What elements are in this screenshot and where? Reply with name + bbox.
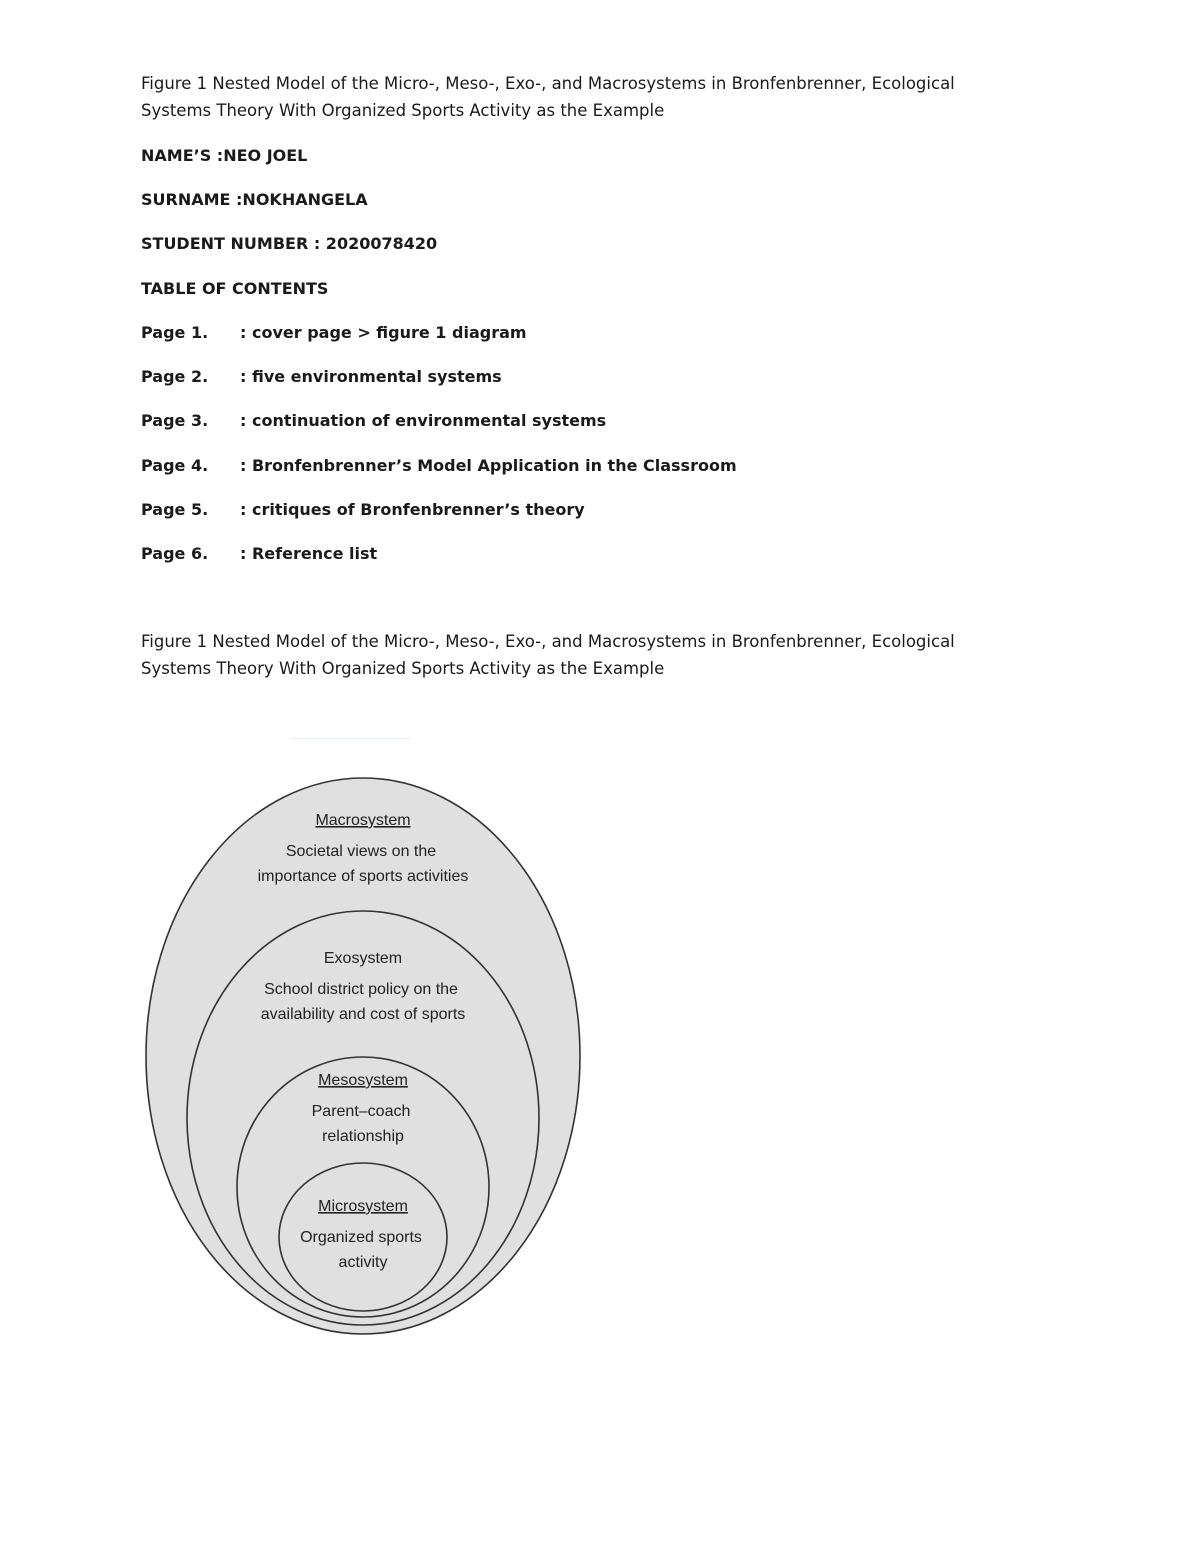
microsystem-title: Microsystem xyxy=(318,1198,408,1215)
caption-line-1: Figure 1 Nested Model of the Micro-, Meso-, Exo-, and Macrosystems in Bronfenbrenner, Ecological xyxy=(141,74,955,93)
microsystem-text-2: activity xyxy=(338,1254,388,1271)
macrosystem-title: Macrosystem xyxy=(315,812,411,829)
student-number: STUDENT NUMBER : 2020078420 xyxy=(141,234,438,253)
toc-description: : critiques of Bronfenbrenner’s theory xyxy=(240,500,585,519)
caption-line-2: Systems Theory With Organized Sports Activity as the Example xyxy=(141,659,665,678)
exosystem-text-2: availability and cost of sports xyxy=(260,1006,466,1023)
caption-line-1: Figure 1 Nested Model of the Micro-, Meso-, Exo-, and Macrosystems in Bronfenbrenner, Ecological xyxy=(141,632,955,651)
caption-line-2: Systems Theory With Organized Sports Activity as the Example xyxy=(141,101,665,120)
toc-description: : five environmental systems xyxy=(240,367,502,386)
toc-page-label: Page 3. xyxy=(141,411,209,430)
toc-page-label: Page 5. xyxy=(141,500,209,519)
toc-description: : Bronfenbrenner’s Model Application in the Classroom xyxy=(240,456,737,475)
toc-page-label: Page 2. xyxy=(141,367,209,386)
mesosystem-title: Mesosystem xyxy=(318,1072,408,1089)
student-surname: SURNAME :NOKHANGELA xyxy=(141,190,368,209)
microsystem-text-1: Organized sports xyxy=(300,1229,422,1246)
toc-heading: TABLE OF CONTENTS xyxy=(141,279,329,298)
toc-description: : continuation of environmental systems xyxy=(240,411,607,430)
toc-page-label: Page 4. xyxy=(141,456,209,475)
exosystem-title: Exosystem xyxy=(323,950,403,967)
macrosystem-text-2: importance of sports activities xyxy=(257,868,469,885)
mesosystem-text-1: Parent–coach xyxy=(311,1103,411,1120)
macrosystem-ellipse xyxy=(146,778,580,1334)
toc-description: : cover page > figure 1 diagram xyxy=(240,323,527,342)
toc-page-label: Page 6. xyxy=(141,544,209,563)
student-names: NAME’S :NEO JOEL xyxy=(141,146,308,165)
toc-page-label: Page 1. xyxy=(141,323,209,342)
toc-description: : Reference list xyxy=(240,544,378,563)
macrosystem-text-1: Societal views on the xyxy=(285,843,437,860)
exosystem-text-1: School district policy on the xyxy=(264,981,458,998)
mesosystem-text-2: relationship xyxy=(322,1128,404,1145)
